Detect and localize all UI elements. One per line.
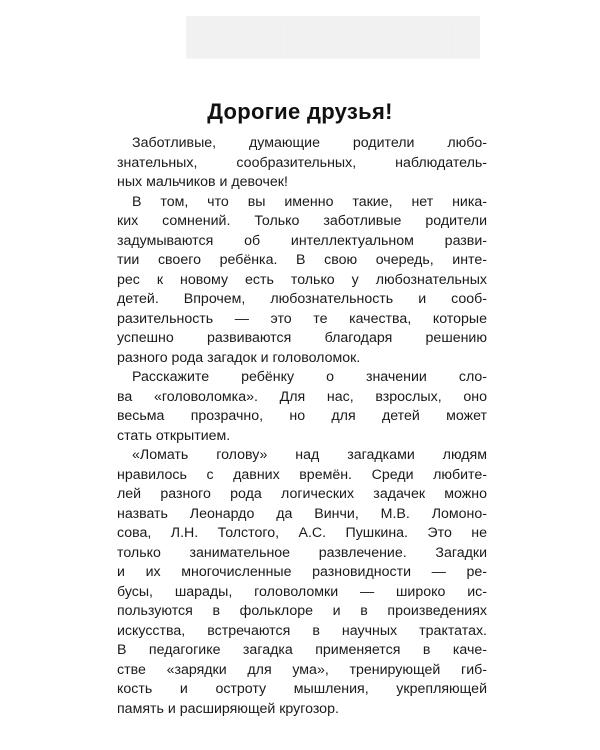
- text-line: ва «головоломка». Для нас, взрослых, оно: [117, 388, 487, 405]
- text-line: кость и остроту мышления, укрепляющей: [117, 681, 487, 697]
- page-title: Дорогие друзья!: [207, 99, 393, 124]
- text-line: ких сомнений. Только заботливые родители: [117, 213, 487, 229]
- text-line: искусства, встречаются в научных трактатах.: [117, 622, 487, 639]
- paragraph: [117, 134, 487, 193]
- text-line: «Ломать голову» над загадками людям: [132, 447, 487, 463]
- text-line: нравилось с давних времён. Среди любите-: [117, 466, 487, 483]
- text-line: весьма прозрачно, но для детей может: [117, 408, 487, 424]
- text-line: Расскажите ребёнку о значении сло-: [132, 369, 487, 385]
- text-line: успешно развиваются благодаря решению: [117, 330, 487, 346]
- text-line: бусы, шарады, головоломки — широко ис-: [117, 583, 487, 600]
- text-line: задумываются об интеллектуальном разви-: [117, 232, 487, 249]
- text-line: В том, что вы именно такие, нет ника-: [132, 193, 487, 210]
- text-line: стве «зарядки для ума», тренирующей гиб-: [117, 661, 487, 678]
- text-line: знательных, сообразительных, наблюдатель-: [117, 154, 487, 171]
- text-line: ных мальчиков и девочек!: [117, 174, 288, 190]
- text-line: назвать Леонардо да Винчи, М.В. Ломоно-: [117, 505, 487, 522]
- paragraph: [117, 193, 487, 369]
- text-line: память и расширяющей кругозор.: [117, 700, 339, 717]
- text-line: лей разного рода логических задачек можно: [117, 486, 487, 502]
- text-line: рес к новому есть только у любознательных: [117, 271, 487, 288]
- text-line: тии своего ребёнка. В свою очередь, инте-: [117, 252, 487, 268]
- paragraph: [117, 446, 487, 719]
- text-line: детей. Впрочем, любознательность и сооб-: [117, 291, 487, 307]
- text-line: стать открытием.: [117, 427, 231, 444]
- text-line: пользуются в фольклоре и в произведениях: [117, 603, 487, 619]
- text-line: сова, Л.Н. Толстого, А.С. Пушкина. Это не: [117, 525, 487, 541]
- text-line: разительность — это те качества, которые: [117, 310, 487, 327]
- paragraph: [117, 368, 487, 446]
- text-line: Заботливые, думающие родители любо-: [132, 135, 487, 151]
- text-line: В педагогике загадка применяется в каче-: [117, 642, 487, 658]
- body-text: [117, 134, 487, 719]
- text-line: разного рода загадок и головоломок.: [117, 349, 361, 366]
- text-line: и их многочисленные разновидности — ре-: [117, 564, 487, 580]
- show-through-shadow: ▇▇▇▇▇▇▇▇▇: [185, 13, 480, 57]
- text-line: только занимательное развлечение. Загадки: [117, 544, 487, 561]
